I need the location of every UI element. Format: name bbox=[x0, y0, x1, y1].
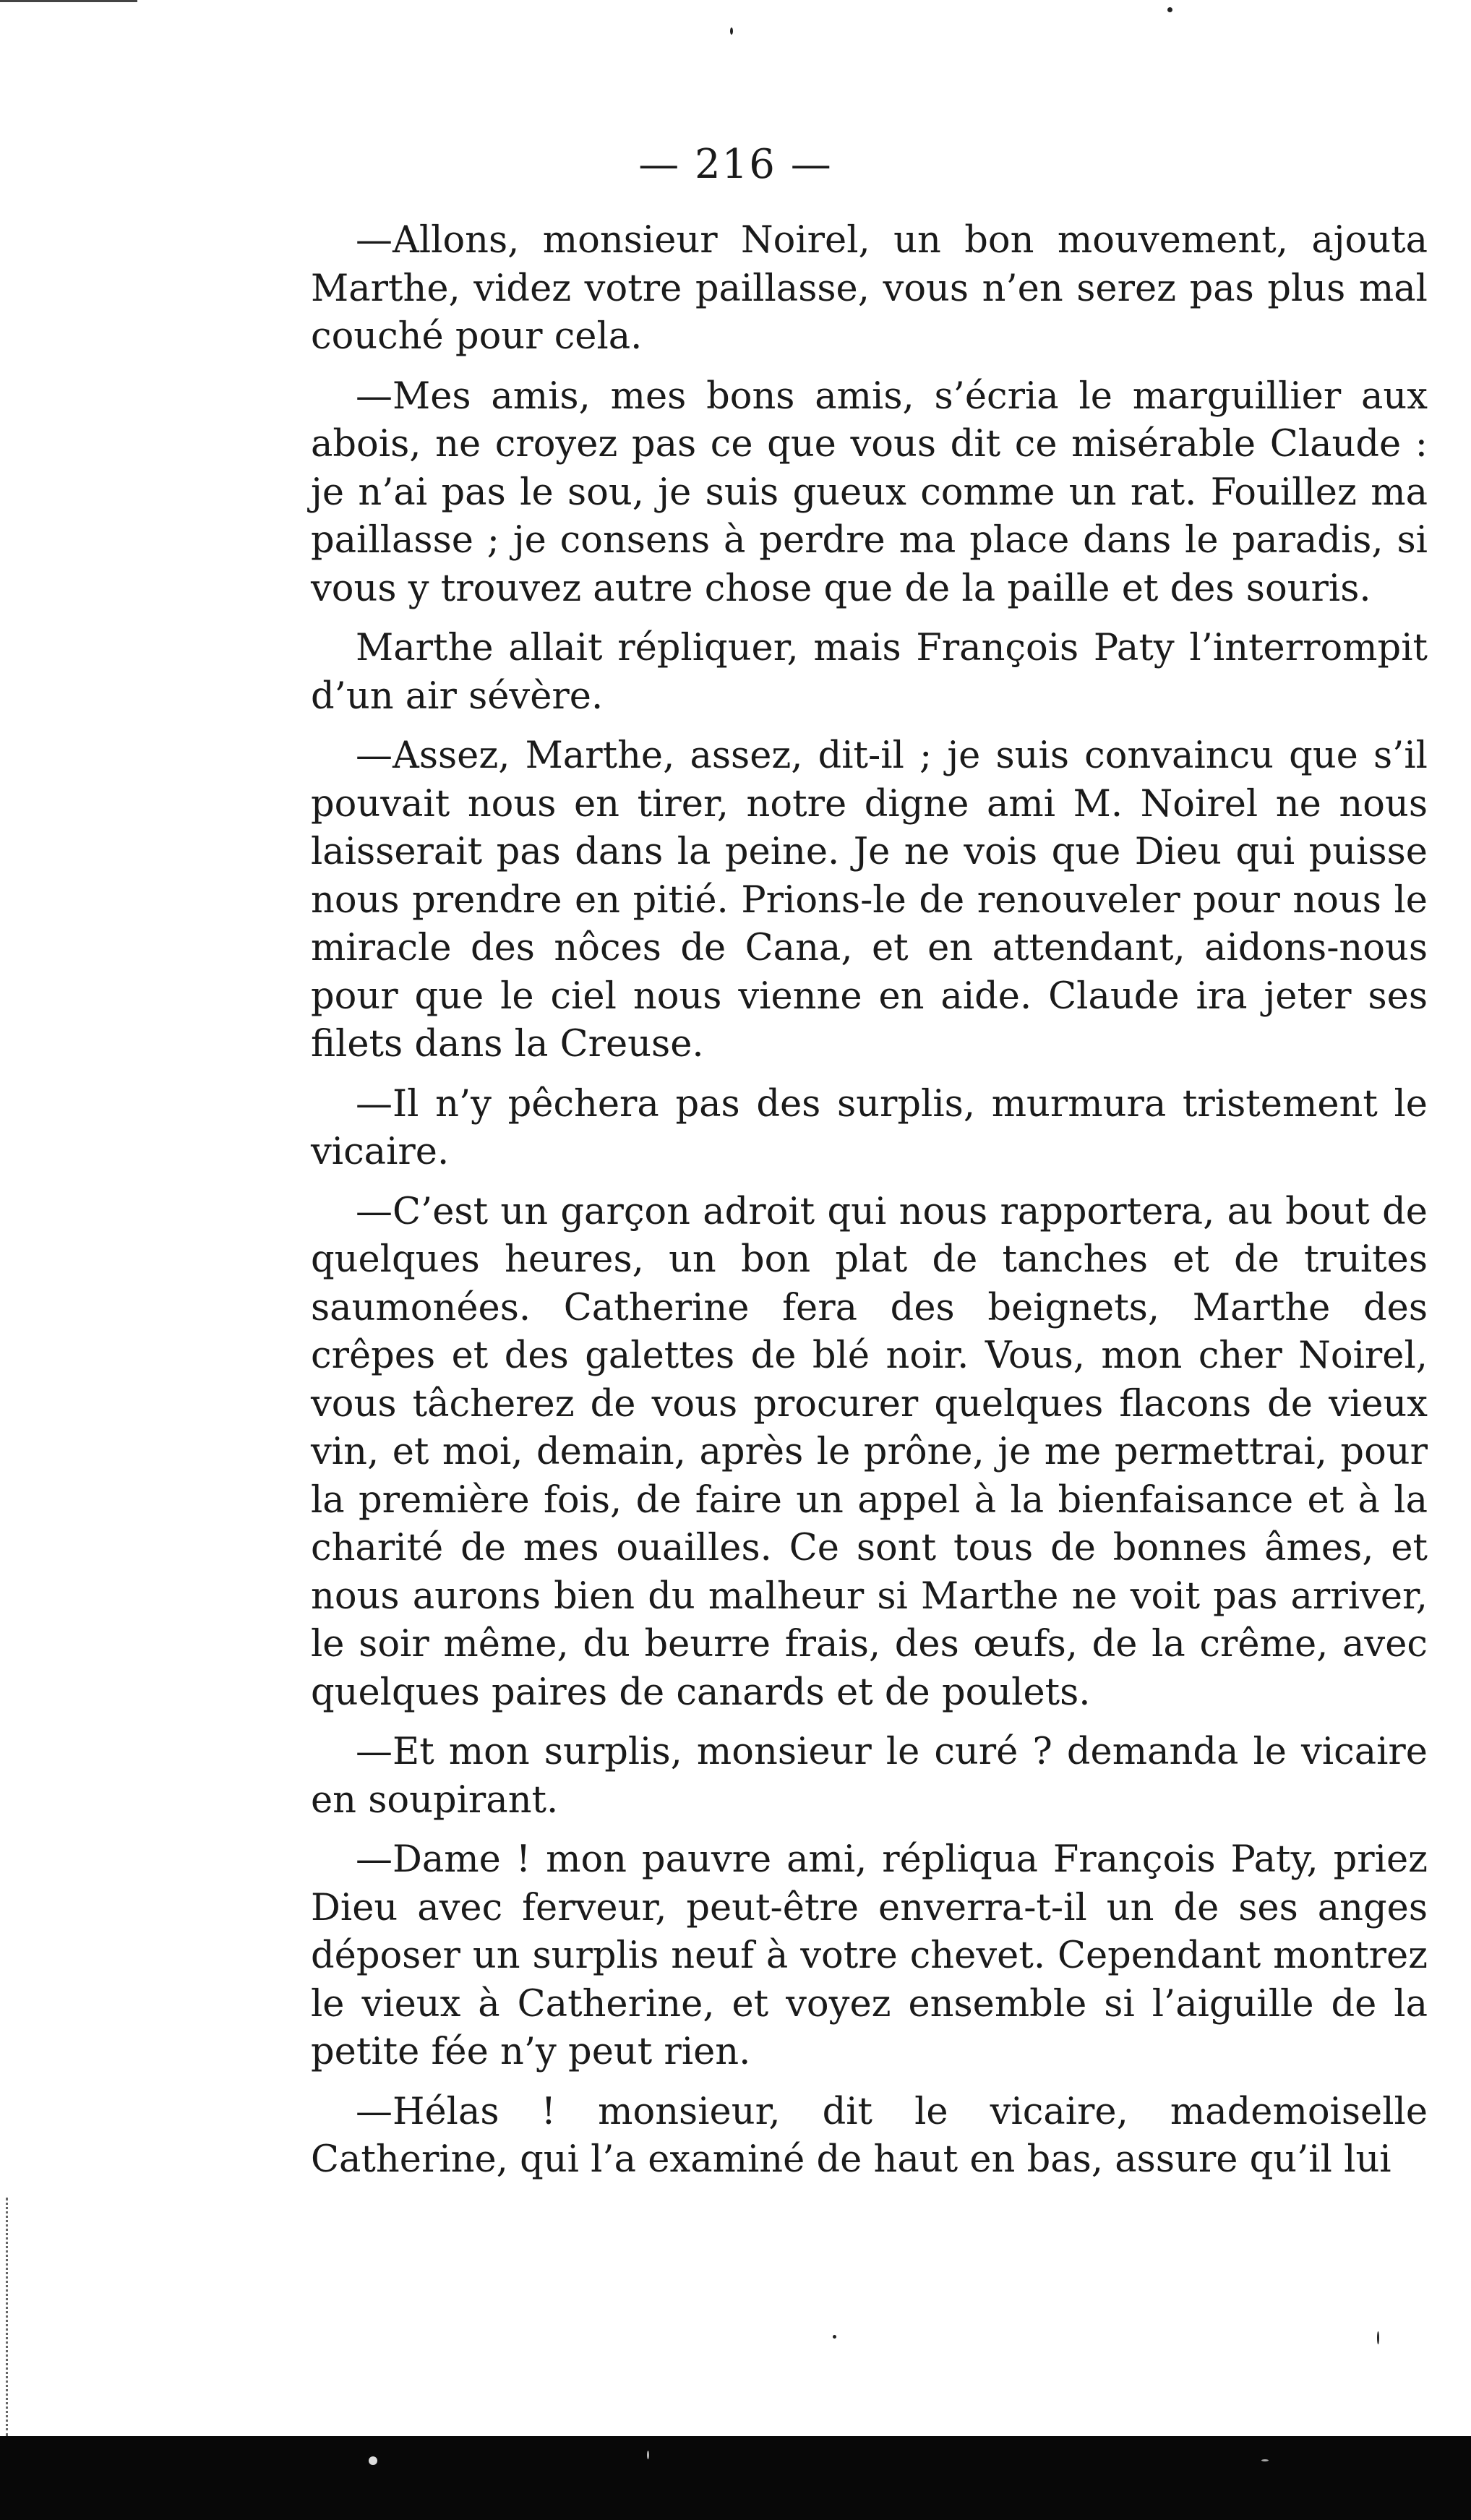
paragraph: —Et mon surplis, monsieur le curé ? demanda le vicaire en soupirant. bbox=[311, 1731, 1428, 1822]
scan-speck bbox=[369, 2456, 377, 2465]
paragraph: —Il n’y pêchera pas des surplis, murmura tristement le vicaire. bbox=[311, 1082, 1428, 1173]
scan-edge-rule bbox=[0, 0, 137, 2]
scan-bottom-band bbox=[0, 2436, 1471, 2520]
paragraph: —Allons, monsieur Noirel, un bon mouvement, ajouta Marthe, videz votre paillasse, vous n’en serez pas plus mal couché pour cela. bbox=[311, 219, 1428, 358]
paragraph: —Mes amis, mes bons amis, s’écria le marguillier aux abois, ne croyez pas ce que vous dit ce misérable Claude : je n’ai pas le sou, je suis gueux comme un rat. Fouillez ma paillasse ; je consens à perdre ma place dans le paradis, si vous y trouvez autre chose que de la paille et des souris. bbox=[311, 374, 1428, 610]
paragraph: —Assez, Marthe, assez, dit-il ; je suis convaincu que s’il pouvait nous en tirer, notre digne ami M. Noirel ne nous laisserait pas dans la peine. Je ne vois que Dieu qui puisse nous prendre en pitié. Prions-le de renouveler pour nous le miracle des nôces de Cana, et en attendant, aidons-nous pour que le ciel nous vienne en aide. Claude ira jeter ses filets dans la Creuse. bbox=[311, 734, 1428, 1066]
scan-speck bbox=[833, 2335, 836, 2339]
scan-speck bbox=[1377, 2331, 1379, 2344]
paragraph: Marthe allait répliquer, mais François Paty l’interrompit d’un air sévère. bbox=[311, 627, 1428, 718]
scan-speck bbox=[1261, 2459, 1269, 2461]
paragraph: —Hélas ! monsieur, dit le vicaire, mademoiselle Catherine, qui l’a examiné de haut en bas, assure qu’il lui bbox=[311, 2090, 1428, 2181]
page-number: — 216 — bbox=[638, 141, 833, 188]
scan-edge-dots bbox=[6, 2198, 12, 2436]
paragraph: —Dame ! mon pauvre ami, répliqua François Paty, priez Dieu avec ferveur, peut-être enverra-t-il un de ses anges déposer un surplis neuf à votre chevet. Cependant montrez le vieux à Catherine, et voyez ensemble si l’aiguille de la petite fée n’y peut rien. bbox=[311, 1838, 1428, 2073]
body-text bbox=[311, 217, 1428, 2185]
scan-speck bbox=[1167, 7, 1172, 12]
scan-speck bbox=[647, 2451, 649, 2459]
paragraph: —C’est un garçon adroit qui nous rapportera, au bout de quelques heures, un bon plat de tanches et de truites saumonées. Catherine fera des beignets, Marthe des crêpes et des galettes de blé noir. Vous, mon cher Noirel, vous tâcherez de vous procurer quelques flacons de vieux vin, et moi, demain, après le prône, je me permettrai, pour la première fois, de faire un appel à la bienfaisance et à la charité de mes ouailles. Ce sont tous de bonnes âmes, et nous aurons bien du malheur si Marthe ne voit pas arriver, le soir même, du beurre frais, des œufs, de la crême, avec quelques paires de canards et de poulets. bbox=[311, 1190, 1428, 1714]
scan-speck bbox=[730, 27, 733, 35]
